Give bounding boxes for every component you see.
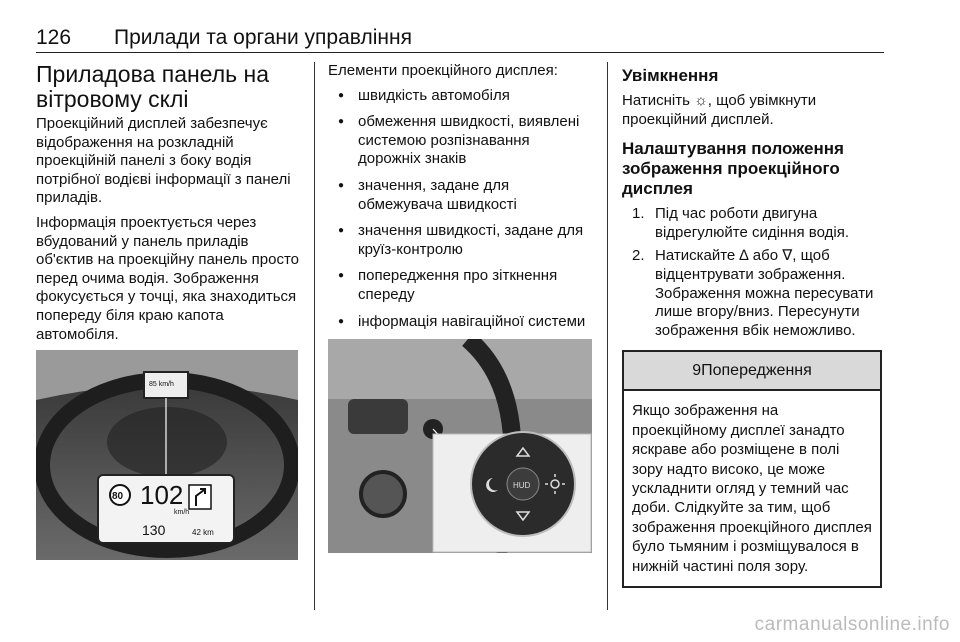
hud-distance: 42 km [192,528,214,537]
page-header [36,24,884,53]
list-intro: Елементи проекційного дисплея: [328,62,558,79]
chapter-title: Прилади та органи управління [114,26,412,49]
hud-center-button: HUD [513,481,531,490]
list-item: ● інформація навігаційної системи [328,313,596,332]
hud-dashboard-photo [36,350,298,560]
section-heading: Приладова панель на вітровому склі [36,61,269,112]
paragraph: Натисніть ☼, щоб увімкнути проекційний дисплей. [622,92,817,128]
hud-cruise-speed: 130 [142,522,166,538]
hud-controls-photo [328,339,592,553]
warning-title: 9Попередження [624,352,880,391]
paragraph: Інформація проектується через вбудований у панель приладів об'єктив на проекційну панель просто перед очима водія. Зображення фокусується у точці, яка знаходиться попереду біля краю капота автомобіля. [36,213,300,343]
column-divider [314,62,315,610]
svg-text:km/h: km/h [174,509,190,516]
svg-text:80: 80 [112,491,124,502]
hud-elements-list [328,87,596,332]
list-item: ● попередження про зіткнення спереду [328,267,596,304]
page-number: 126 [36,26,72,49]
warning-box [622,350,882,588]
hud-speed: 102 [140,480,184,510]
hud-mini-label: 85 km/h [149,381,174,388]
column-divider [607,62,608,610]
list-item: ● обмеження швидкості, виявлені системою розпізнавання дорожніх знаків [328,113,596,169]
column-left [36,62,308,350]
list-item: 1. Під час роботи двигуна відрегулюйте сидіння водія. [632,205,849,241]
heading-adjust-position: Налаштування положення зображення проекційного дисплея [622,139,844,199]
list-item: 2. Натискайте ∆ або ∇, щоб відцентрувати зображення. Зображення можна пересувати лише вгору/вниз. Пересунути зображення вбік неможливо. [632,247,874,339]
steps-list [622,205,884,340]
watermark: carmanualsonline.info [754,614,950,635]
list-item: ● швидкість автомобіля [328,87,596,106]
warning-text: Якщо зображення на проекційному дисплеї занадто яскраве або розміщене в полі зору надто високо, це може ускладнити огляд у темний час доби. Слідкуйте за тим, щоб зображення проекційного дисплея було тьмяним і розміщувалося в нижній частині поля зору. [632,402,872,575]
heading-switch-on: Увімкнення [622,66,719,85]
list-item: ● значення швидкості, задане для круїз-контролю [328,222,596,259]
column-right [622,62,884,588]
list-item: ● значення, задане для обмежувача швидкості [328,177,596,214]
column-middle [328,62,596,339]
paragraph: Проекційний дисплей забезпечує відображення на розкладній проекційній панелі з боку водія потрібної водієві інформації з панелі приладів. [36,115,291,207]
